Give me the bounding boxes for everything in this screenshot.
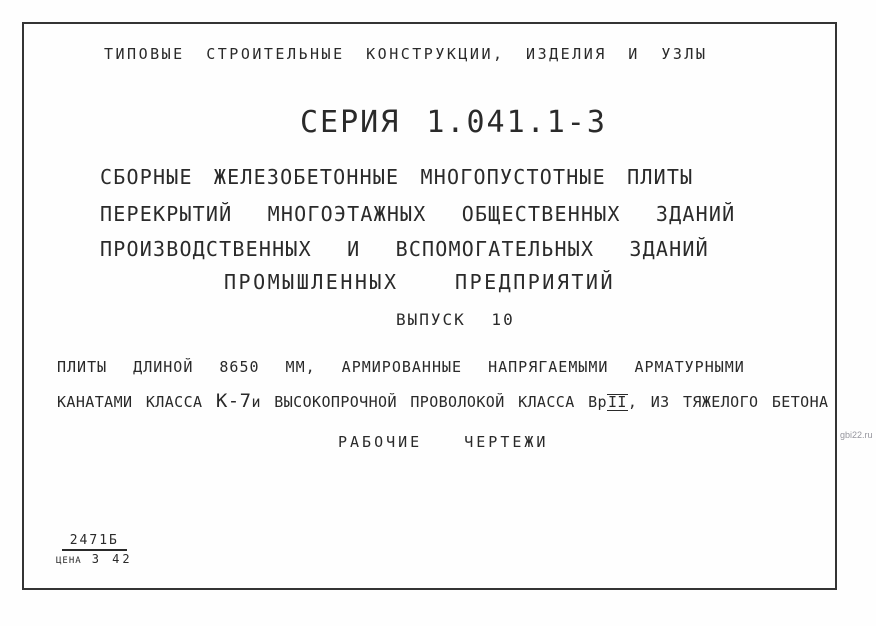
category-line: ТИПОВЫЕ СТРОИТЕЛЬНЫЕ КОНСТРУКЦИИ, ИЗДЕЛИЯ И УЗЛЫ [104,45,708,63]
stamp-number: 2471Б [62,533,127,551]
description-line-2-mid: и ВЫСОКОПРОЧНОЙ ПРОВОЛОКОЙ КЛАССА Вр [251,393,607,411]
price-stamp [56,529,133,566]
issue-line: ВЫПУСК 10 [396,310,515,329]
subject-line-1: СБОРНЫЕ ЖЕЛЕЗОБЕТОННЫЕ МНОГОПУСТОТНЫЕ ПЛИТЫ [100,165,694,189]
stamp-price-row [56,552,133,566]
subject-line-2: ПЕРЕКРЫТИЙ МНОГОЭТАЖНЫХ ОБЩЕСТВЕННЫХ ЗДАНИЙ [100,202,736,226]
subject-line-4: ПРОМЫШЛЕННЫХ ПРЕДПРИЯТИЙ [224,270,615,294]
description-line-2 [57,391,828,412]
description-line-2-suffix: , ИЗ ТЯЖЕЛОГО БЕТОНА [627,393,829,411]
description-line-1: ПЛИТЫ ДЛИНОЙ 8650 ММ, АРМИРОВАННЫЕ НАПРЯГАЕМЫМИ АРМАТУРНЫМИ [57,358,745,376]
stamp-price-value: 3 42 [91,552,133,566]
strand-class-k7: К-7 [215,390,252,412]
series-title: СЕРИЯ 1.041.1-3 [300,105,607,140]
description-line-2-prefix: КАНАТАМИ КЛАССА [57,393,203,411]
doc-type-line: РАБОЧИЕ ЧЕРТЕЖИ [338,433,549,451]
wire-class-roman-numeral: II [607,393,627,411]
stamp-price-label: ЦЕНА [56,556,82,566]
subject-line-3: ПРОИЗВОДСТВЕННЫХ И ВСПОМОГАТЕЛЬНЫХ ЗДАНИЙ [100,237,709,261]
watermark: gbi22.ru [840,430,873,440]
